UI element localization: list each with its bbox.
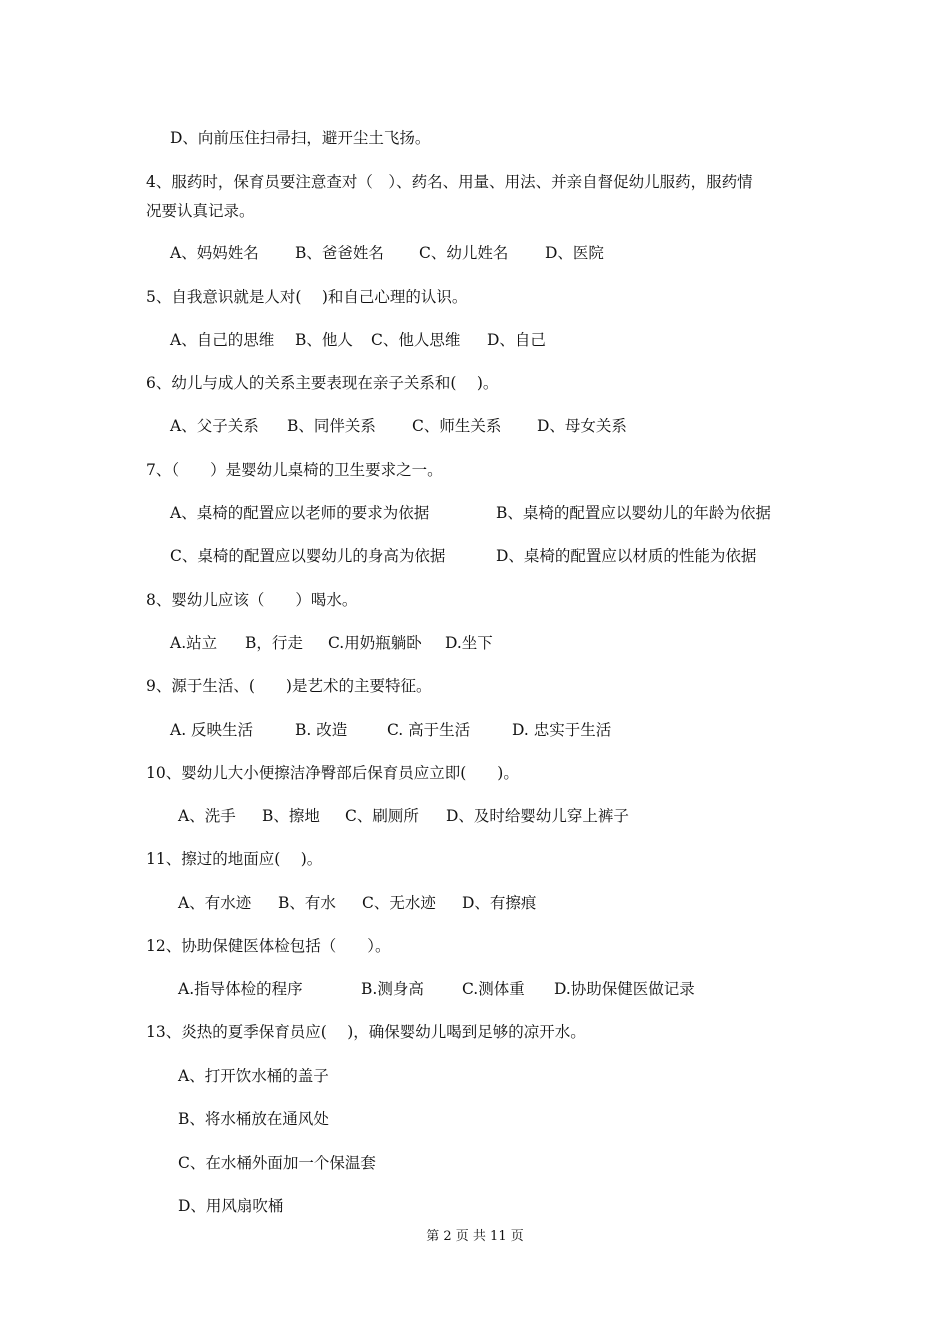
q3-option-d: D、向前压住扫帚扫，避开尘土飞扬。 bbox=[170, 129, 431, 147]
q6-option-c: C、师生关系 bbox=[412, 417, 502, 435]
q9-question: 9、源于生活、( )是艺术的主要特征。 bbox=[146, 677, 432, 695]
q11-option-d: D、有擦痕 bbox=[462, 894, 537, 912]
q5-option-d: D、自己 bbox=[487, 331, 546, 349]
q6-option-d: D、母女关系 bbox=[537, 417, 627, 435]
q5-question: 5、自我意识就是人对( )和自己心理的认识。 bbox=[146, 288, 468, 306]
q7-option-b: B、桌椅的配置应以婴幼儿的年龄为依据 bbox=[496, 504, 771, 522]
q9-option-d: D. 忠实于生活 bbox=[512, 721, 612, 739]
q4-option-b: B、爸爸姓名 bbox=[295, 244, 384, 262]
q7-option-a: A、桌椅的配置应以老师的要求为依据 bbox=[170, 504, 430, 522]
q11-option-c: C、无水迹 bbox=[362, 894, 436, 912]
q5-option-b: B、他人 bbox=[295, 331, 353, 349]
q7-question: 7、（ ）是婴幼儿桌椅的卫生要求之一。 bbox=[146, 461, 443, 479]
q11-option-a: A、有水迹 bbox=[178, 894, 252, 912]
q10-option-c: C、刷厕所 bbox=[345, 807, 419, 825]
q6-option-b: B、同伴关系 bbox=[287, 417, 376, 435]
q13-option-a: A、打开饮水桶的盖子 bbox=[178, 1067, 329, 1085]
q7-option-c: C、桌椅的配置应以婴幼儿的身高为依据 bbox=[170, 547, 446, 565]
q9-option-c: C. 高于生活 bbox=[387, 721, 471, 739]
q4-question-line2: 况要认真记录。 bbox=[146, 202, 255, 220]
q5-option-a: A、自己的思维 bbox=[170, 331, 275, 349]
q4-option-d: D、医院 bbox=[545, 244, 604, 262]
q8-question: 8、婴幼儿应该（ ）喝水。 bbox=[146, 591, 358, 609]
q11-option-b: B、有水 bbox=[278, 894, 336, 912]
q7-option-d: D、桌椅的配置应以材质的性能为依据 bbox=[496, 547, 757, 565]
q8-option-d: D.坐下 bbox=[445, 634, 493, 652]
q10-option-d: D、及时给婴幼儿穿上裤子 bbox=[446, 807, 629, 825]
q12-option-a: A.指导体检的程序 bbox=[178, 980, 303, 998]
q8-option-b: B，行走 bbox=[245, 634, 303, 652]
q4-option-c: C、幼儿姓名 bbox=[419, 244, 509, 262]
q10-option-b: B、擦地 bbox=[262, 807, 320, 825]
q5-option-c: C、他人思维 bbox=[371, 331, 461, 349]
q12-option-d: D.协助保健医做记录 bbox=[554, 980, 695, 998]
q6-question: 6、幼儿与成人的关系主要表现在亲子关系和( )。 bbox=[146, 374, 499, 392]
q9-option-b: B. 改造 bbox=[295, 721, 348, 739]
q11-question: 11、擦过的地面应( )。 bbox=[146, 850, 323, 868]
q10-question: 10、婴幼儿大小便擦洁净臀部后保育员应立即( )。 bbox=[146, 764, 519, 782]
q13-question: 13、炎热的夏季保育员应( )，确保婴幼儿喝到足够的凉开水。 bbox=[146, 1023, 586, 1041]
page-footer: 第 2 页 共 11 页 bbox=[426, 1229, 524, 1244]
q10-option-a: A、洗手 bbox=[178, 807, 236, 825]
q13-option-c: C、在水桶外面加一个保温套 bbox=[178, 1154, 376, 1172]
q12-question: 12、协助保健医体检包括（ ）。 bbox=[146, 937, 391, 955]
q4-option-a: A、妈妈姓名 bbox=[170, 244, 259, 262]
q9-option-a: A. 反映生活 bbox=[170, 721, 254, 739]
q8-option-a: A.站立 bbox=[170, 634, 218, 652]
q13-option-b: B、将水桶放在通风处 bbox=[178, 1110, 329, 1128]
q13-option-d: D、用风扇吹桶 bbox=[178, 1197, 284, 1215]
q12-option-c: C.测体重 bbox=[462, 980, 525, 998]
q12-option-b: B.测身高 bbox=[361, 980, 424, 998]
q4-question-line1: 4、服药时，保育员要注意查对（ ）、药名、用量、用法、并亲自督促幼儿服药，服药情 bbox=[146, 173, 753, 191]
q8-option-c: C.用奶瓶躺卧 bbox=[328, 634, 422, 652]
q6-option-a: A、父子关系 bbox=[170, 417, 259, 435]
